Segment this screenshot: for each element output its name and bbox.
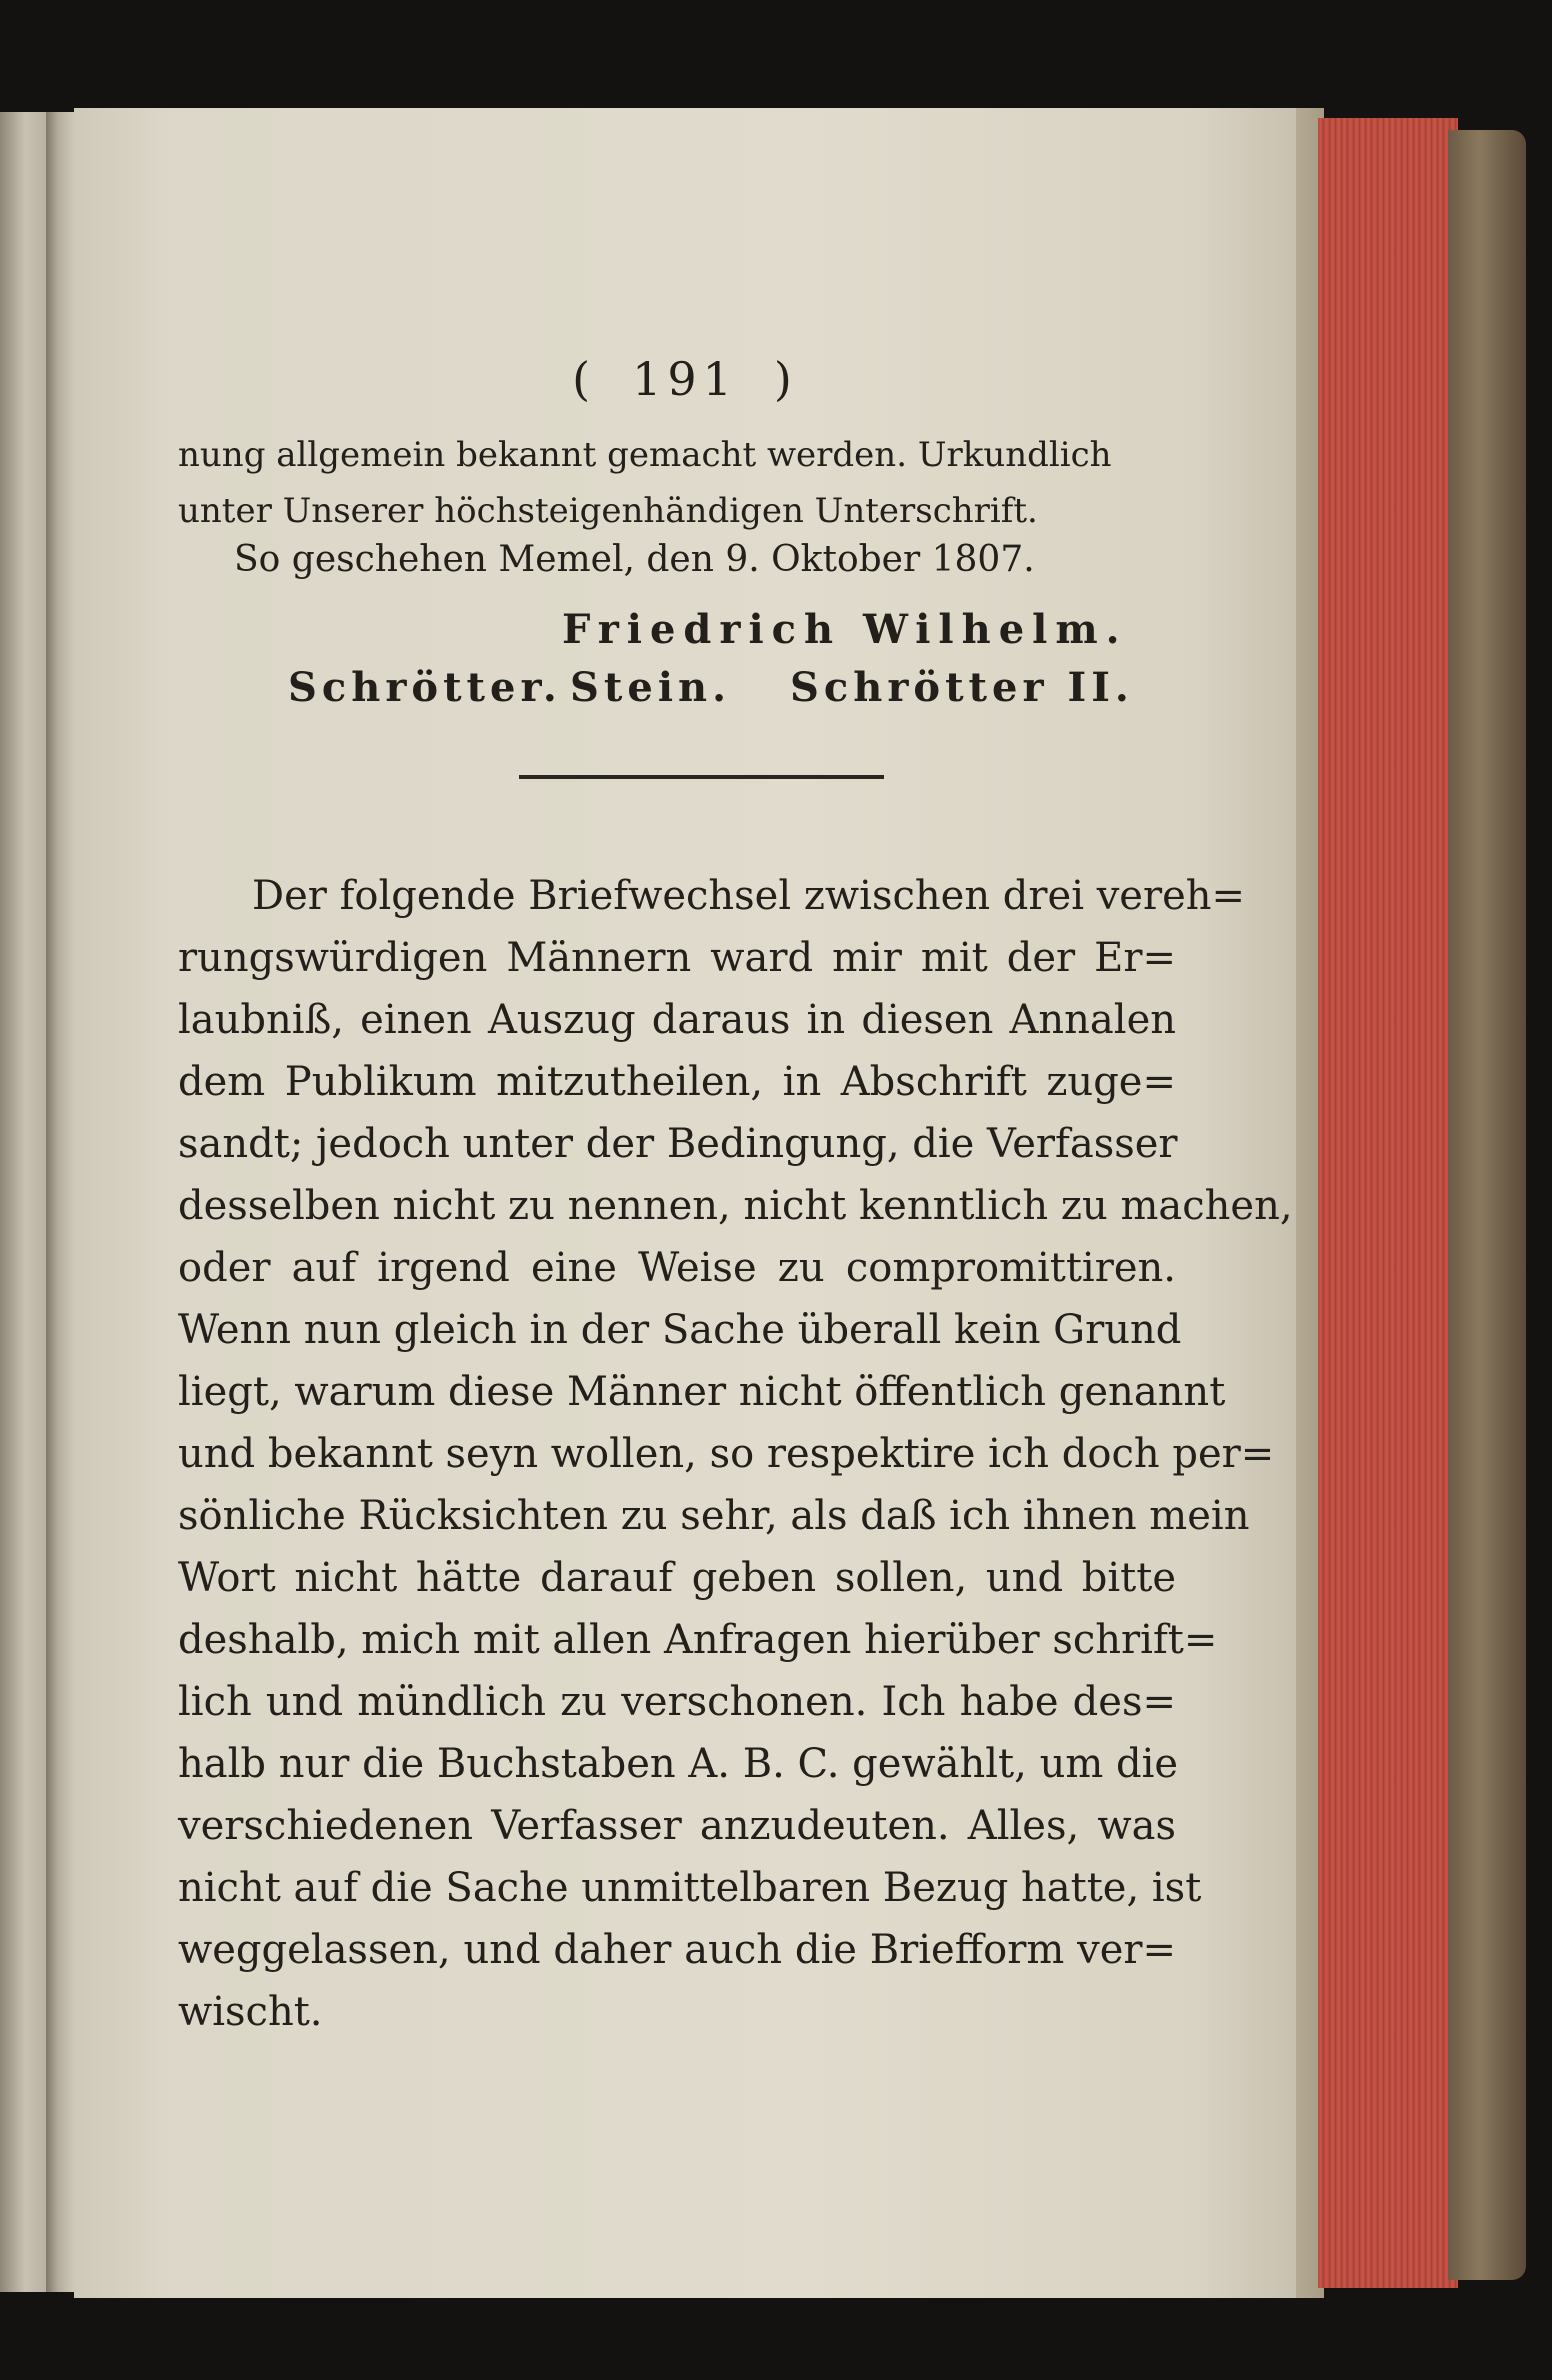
paragraph-line: und bekannt seyn wollen, so respektire ich doch per= (178, 1431, 1275, 1477)
signature-minister: Schrötter. (288, 664, 562, 711)
paragraph-line: liegt, warum diese Männer nicht öffentlich genannt (178, 1369, 1226, 1415)
paragraph-line: weggelassen, und daher auch die Briefform ver= (178, 1927, 1176, 1973)
paragraph-line: deshalb, mich mit allen Anfragen hierüber schrift= (178, 1617, 1218, 1663)
paragraph-line: nicht auf die Sache unmittelbaren Bezug hatte, ist (178, 1865, 1202, 1911)
header-open-paren: ( (572, 352, 597, 406)
signature-minister: Stein. (570, 664, 732, 711)
book-gutter (46, 112, 76, 2292)
paragraph-line: sönliche Rücksichten zu sehr, als daß ich ihnen mein (178, 1493, 1250, 1539)
text-line: unter Unserer höchsteigenhändigen Unterschrift. (178, 491, 1038, 531)
paragraph-line: rungswürdigen Männern ward mir mit der Er= (178, 935, 1176, 981)
page-header (74, 352, 1296, 406)
page-number: 191 (632, 352, 738, 406)
red-page-edges (1318, 118, 1458, 2288)
signature-king: Friedrich Wilhelm. (562, 606, 1128, 653)
paragraph-line: halb nur die Buchstaben A. B. C. gewählt, um die (178, 1741, 1179, 1787)
paragraph-line: wischt. (178, 1989, 323, 2035)
paragraph-line: lich und mündlich zu verschonen. Ich habe des= (178, 1679, 1176, 1725)
signature-minister: Schrötter II. (790, 664, 1134, 711)
paragraph-line: verschiedenen Verfasser anzudeuten. Alles, was (178, 1803, 1176, 1849)
paragraph-line: oder auf irgend eine Weise zu compromittiren. (178, 1245, 1176, 1291)
section-divider (519, 775, 884, 779)
header-close-paren: ) (773, 352, 798, 406)
dateline: So geschehen Memel, den 9. Oktober 1807. (234, 539, 1035, 580)
book-page (74, 108, 1296, 2298)
paragraph-line: sandt; jedoch unter der Bedingung, die Verfasser (178, 1121, 1178, 1167)
paragraph-line: dem Publikum mitzutheilen, in Abschrift zuge= (178, 1059, 1176, 1105)
paragraph-line: desselben nicht zu nennen, nicht kenntlich zu machen, (178, 1183, 1293, 1229)
signature-ministers (74, 664, 1296, 718)
paragraph-line: laubniß, einen Auszug daraus in diesen Annalen (178, 997, 1176, 1043)
left-page-edge (0, 112, 46, 2292)
paragraph-line: Wort nicht hätte darauf geben sollen, und bitte (178, 1555, 1176, 1601)
book-cover (1448, 130, 1526, 2280)
paragraph-line: Der folgende Briefwechsel zwischen drei vereh= (252, 873, 1246, 919)
paragraph-line: Wenn nun gleich in der Sache überall kein Grund (178, 1307, 1182, 1353)
text-line: nung allgemein bekannt gemacht werden. Urkundlich (178, 435, 1112, 475)
